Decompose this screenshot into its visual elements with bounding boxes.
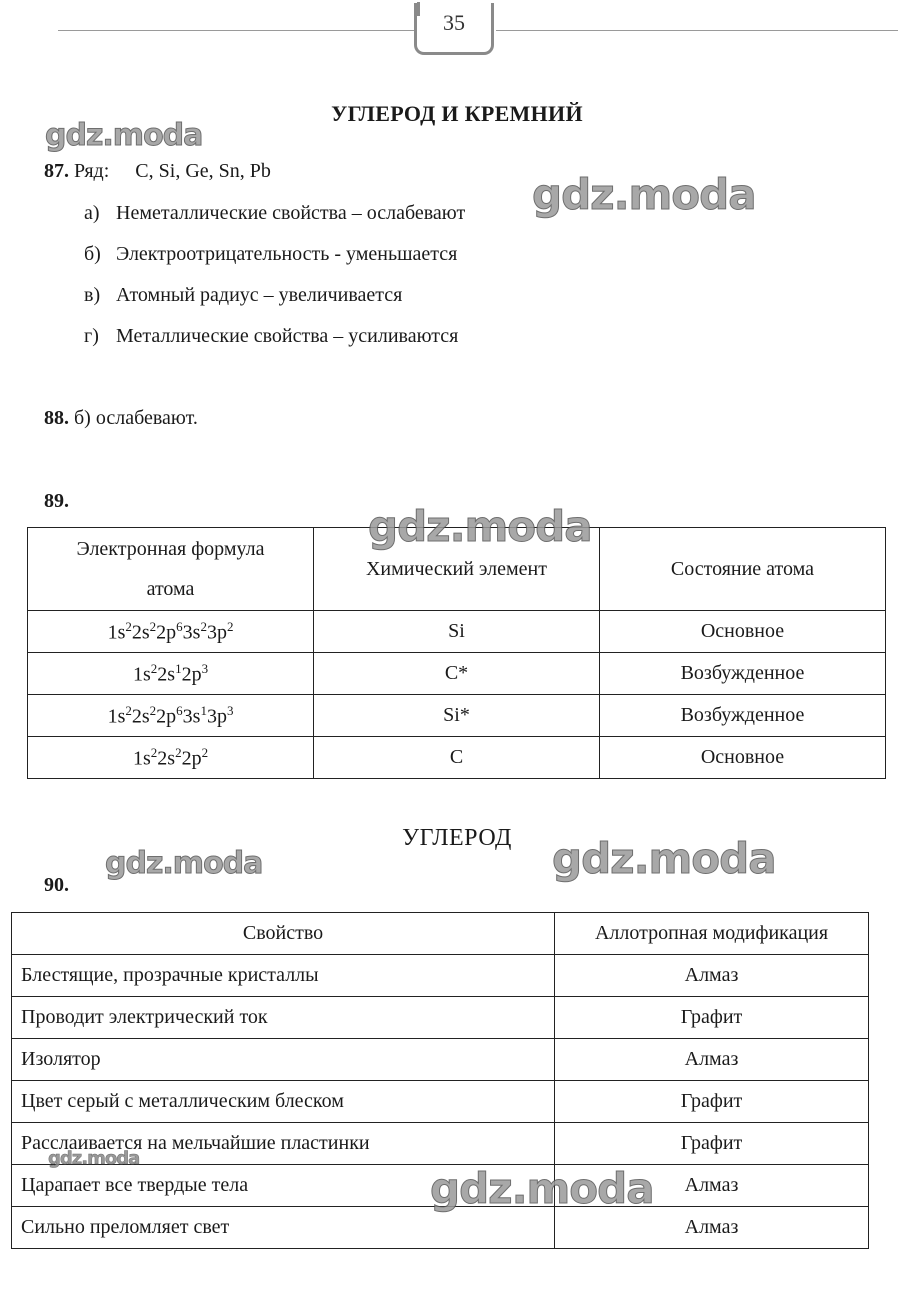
element-cell: C — [314, 737, 600, 779]
watermark: gdz.moda — [45, 118, 203, 153]
watermark: gdz.moda — [430, 1164, 654, 1213]
task-88-number: 88. — [44, 407, 69, 429]
state-cell: Основное — [599, 737, 885, 779]
formula-cell: $1s^22s^12p^3$ — [28, 653, 314, 695]
page-number: 35 — [443, 10, 465, 35]
header-cell-modification: Аллотропная модификация — [555, 913, 869, 955]
table-header-row — [12, 913, 869, 955]
modification-cell: Алмаз — [555, 1165, 869, 1207]
modification-cell: Графит — [555, 997, 869, 1039]
element-cell: C* — [314, 653, 600, 695]
watermark: gdz.moda — [48, 1148, 140, 1169]
task-88 — [44, 407, 198, 430]
table-row — [28, 695, 886, 737]
property-cell: Сильно преломляет свет — [12, 1207, 555, 1249]
table-row — [12, 1039, 869, 1081]
allotrope-table — [11, 912, 869, 1249]
table-row — [12, 1081, 869, 1123]
task-88-answer: б) ослабевают. — [74, 407, 198, 429]
header-rule-right — [496, 30, 898, 31]
property-cell: Расслаивается на мельчайшие пластинки — [12, 1123, 555, 1165]
task-87-heading — [44, 160, 271, 183]
property-cell: Блестящие, прозрачные кристаллы — [12, 955, 555, 997]
state-cell: Возбужденное — [599, 653, 885, 695]
formula-cell: $1s^22s^22p^63s^23p^2$ — [28, 611, 314, 653]
table-row — [28, 611, 886, 653]
modification-cell: Графит — [555, 1081, 869, 1123]
task-89-number: 89. — [44, 490, 69, 512]
table-row — [12, 1123, 869, 1165]
modification-cell: Алмаз — [555, 1207, 869, 1249]
state-cell: Основное — [599, 611, 885, 653]
state-cell: Возбужденное — [599, 695, 885, 737]
table-row — [28, 653, 886, 695]
element-cell: Si* — [314, 695, 600, 737]
property-cell: Царапает все твердые тела — [12, 1165, 555, 1207]
modification-cell: Графит — [555, 1123, 869, 1165]
header-cell-element: Химический элемент — [314, 528, 600, 611]
table-row — [12, 997, 869, 1039]
list-item: б) Электроотрицательность - уменьшается — [84, 243, 458, 265]
property-cell: Цвет серый с металлическим блеском — [12, 1081, 555, 1123]
task-90-number: 90. — [44, 874, 69, 896]
electron-formula-table — [27, 527, 886, 779]
formula-cell: $1s^22s^22p^63s^13p^3$ — [28, 695, 314, 737]
list-item: а) Неметаллические свойства – ослабевают — [84, 202, 466, 224]
section-title: УГЛЕРОД — [402, 825, 512, 851]
watermark: gdz.moda — [105, 846, 263, 881]
task-87-series: C, Si, Ge, Sn, Pb — [135, 160, 271, 182]
table-row — [12, 1165, 869, 1207]
table-row — [12, 955, 869, 997]
property-cell: Изолятор — [12, 1039, 555, 1081]
table-header-row — [28, 528, 886, 611]
header-rule-left — [58, 30, 414, 31]
header-cell-property: Свойство — [12, 913, 555, 955]
watermark: gdz.moda — [368, 502, 592, 551]
watermark: gdz.moda — [552, 834, 776, 883]
list-item: в) Атомный радиус – увеличивается — [84, 284, 403, 306]
modification-cell: Алмаз — [555, 1039, 869, 1081]
table-row — [12, 1207, 869, 1249]
header-cell-formula: Электронная формула атома — [28, 528, 314, 611]
header-cell-state: Состояние атома — [599, 528, 885, 611]
property-cell: Проводит электрический ток — [12, 997, 555, 1039]
task-87-number: 87. — [44, 160, 69, 182]
table-row — [28, 737, 886, 779]
list-item: г) Металлические свойства – усиливаются — [84, 325, 459, 347]
formula-cell: $1s^22s^22p^2$ — [28, 737, 314, 779]
task-87-intro: Ряд: — [74, 160, 110, 182]
element-cell: Si — [314, 611, 600, 653]
chapter-title: УГЛЕРОД И КРЕМНИЙ — [331, 101, 583, 126]
watermark: gdz.moda — [532, 170, 756, 219]
modification-cell: Алмаз — [555, 955, 869, 997]
